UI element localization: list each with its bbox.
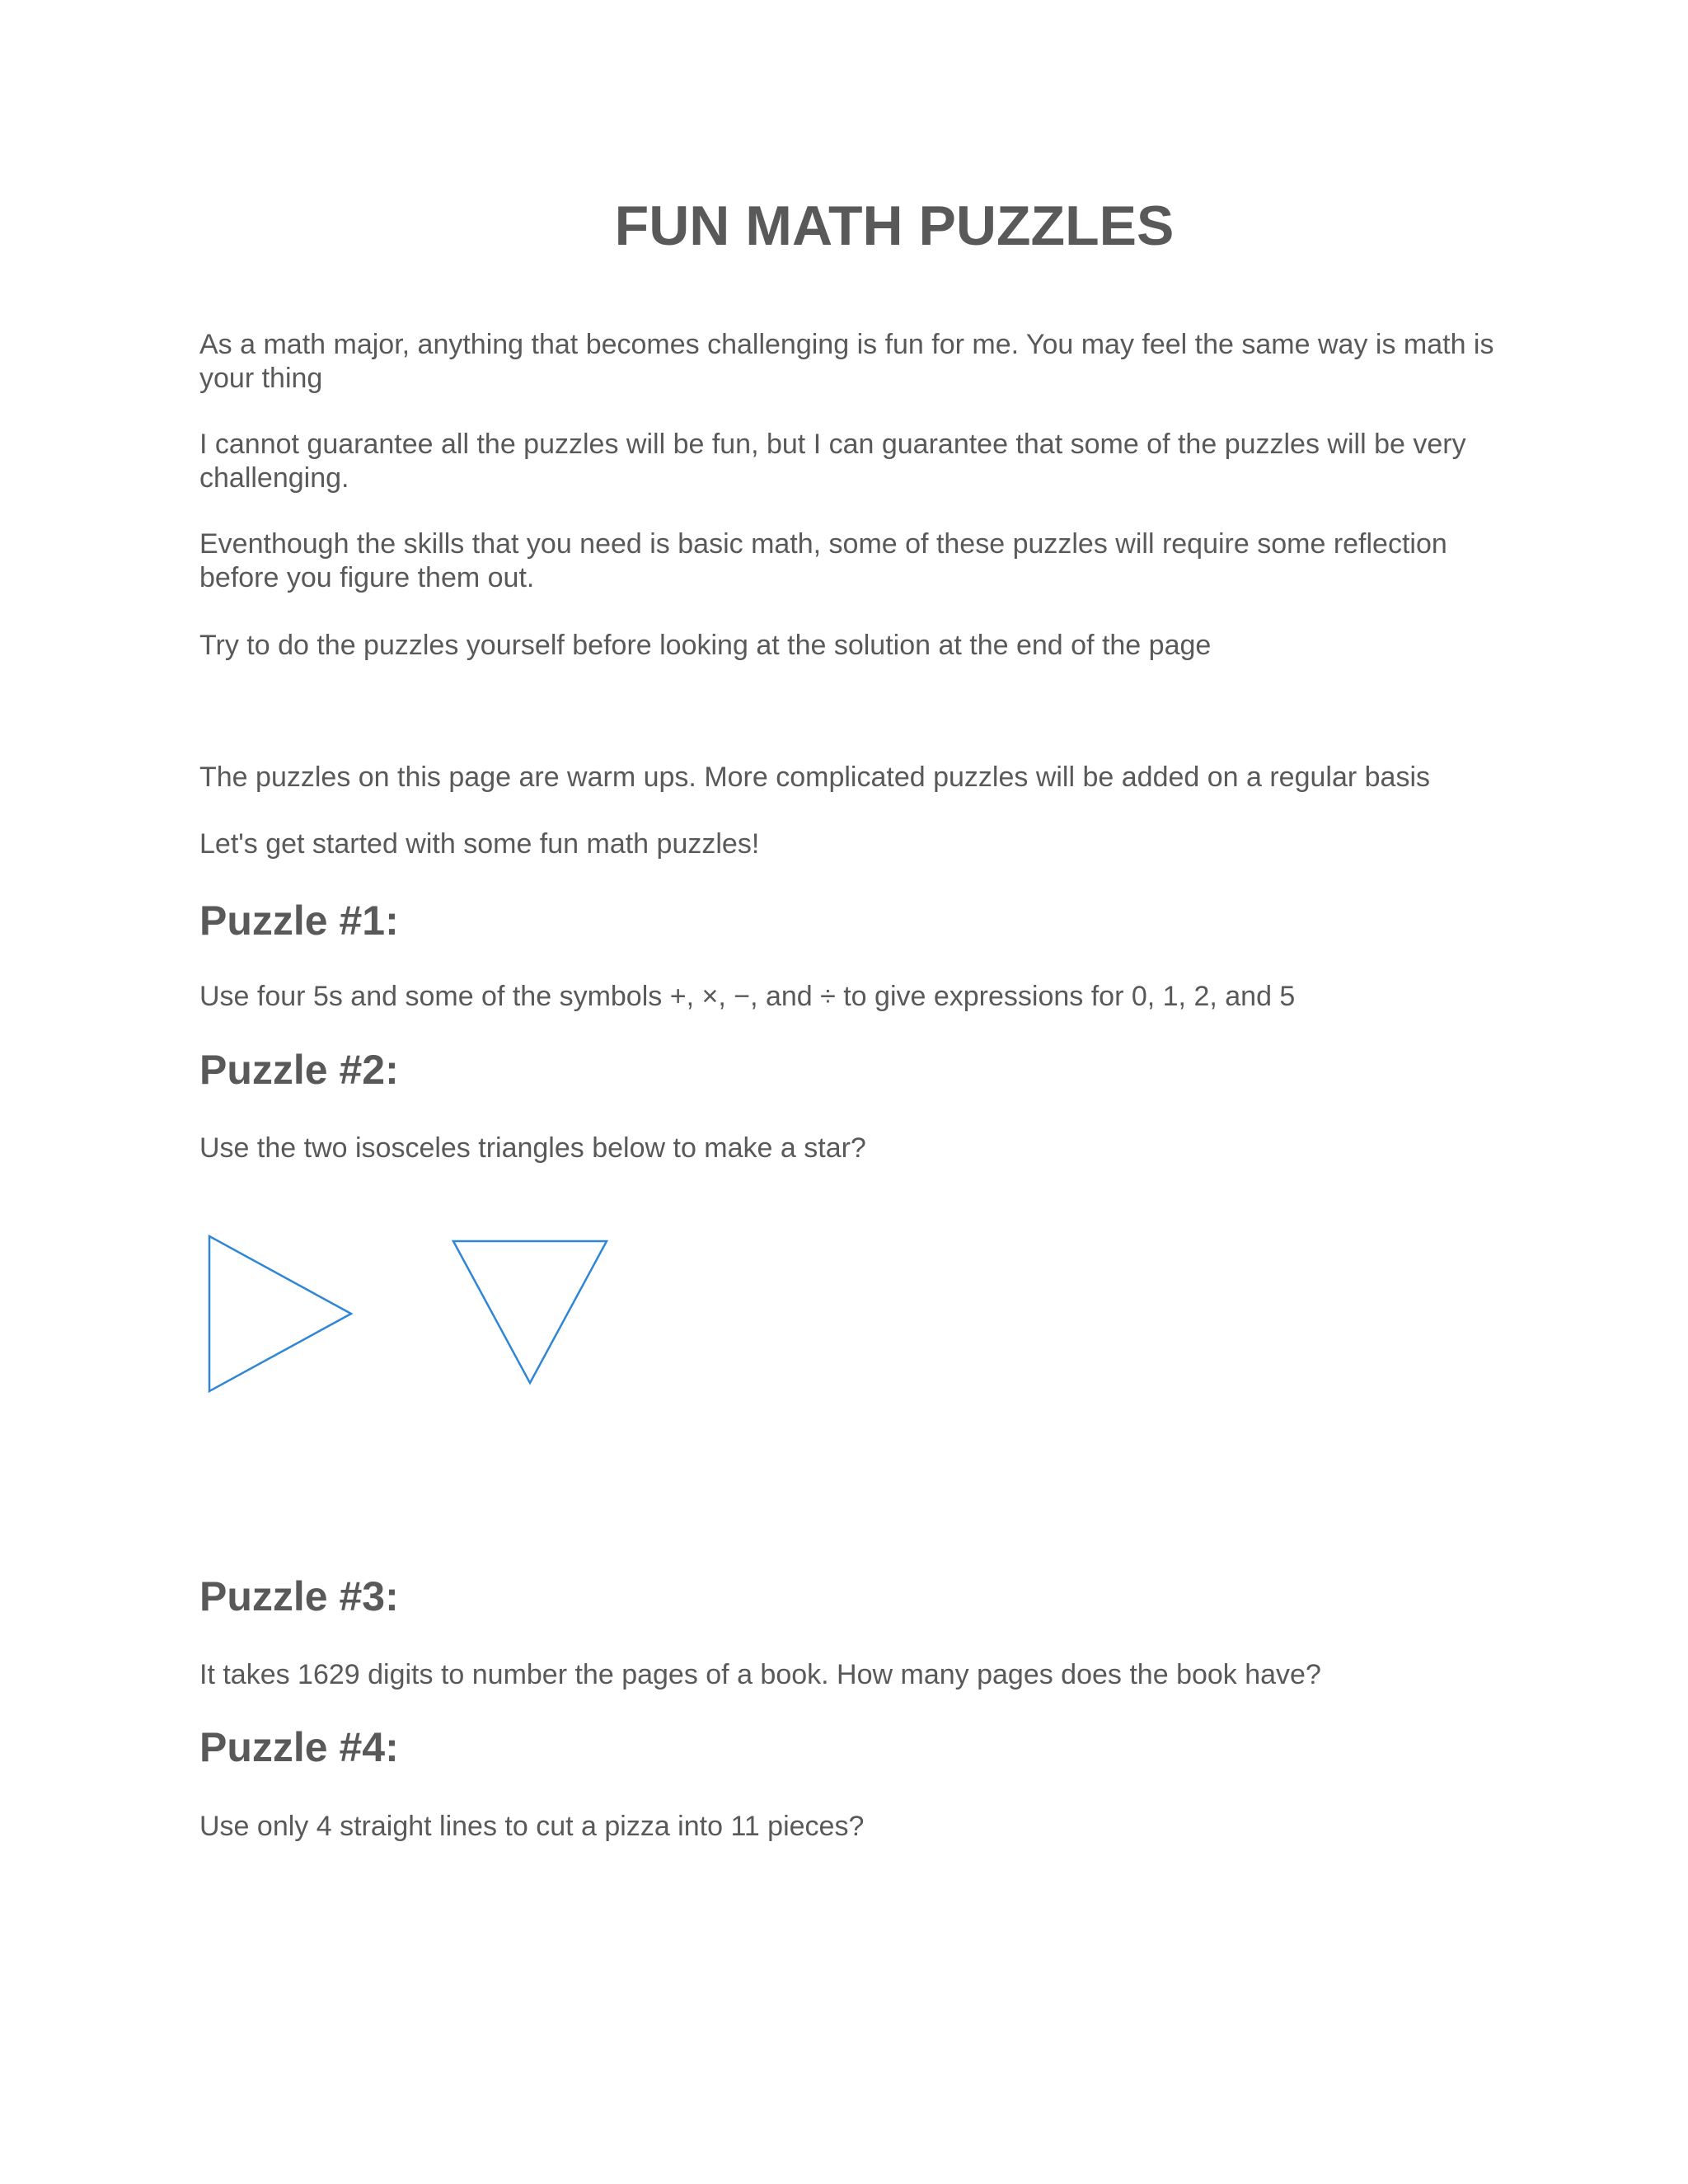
puzzle-4-text: Use only 4 straight lines to cut a pizza into 11 pieces?: [199, 1811, 865, 1842]
intro-paragraph-2: I cannot guarantee all the puzzles will be fun, but I can guarantee that some of the puzzles will be very challenging.: [199, 429, 1466, 494]
puzzle-4-heading: Puzzle #4:: [199, 1724, 399, 1770]
page-title: FUN MATH PUZZLES: [614, 194, 1175, 257]
puzzle-2-heading: Puzzle #2:: [199, 1047, 399, 1093]
right-pointing-triangle: [209, 1236, 351, 1391]
puzzle-1-heading: Puzzle #1:: [199, 898, 399, 944]
intro-paragraph-3: Eventhough the skills that you need is basic math, some of these puzzles will require some reflection before you figure them out.: [199, 528, 1447, 593]
intro-paragraph-4: Try to do the puzzles yourself before looking at the solution at the end of the page: [199, 630, 1212, 661]
puzzle-2-text: Use the two isosceles triangles below to make a star?: [199, 1132, 866, 1164]
down-pointing-triangle: [453, 1241, 607, 1383]
puzzle-1-text: Use four 5s and some of the symbols +, ×, −, and ÷ to give expressions for 0, 1, 2, and 5: [199, 981, 1296, 1012]
puzzle-3-heading: Puzzle #3:: [199, 1573, 399, 1619]
intro-paragraph-6: Let's get started with some fun math puzzles!: [199, 828, 760, 860]
puzzle-3-text: It takes 1629 digits to number the pages of a book. How many pages does the book have?: [199, 1659, 1321, 1690]
isosceles-triangles-figure: [198, 1220, 626, 1401]
intro-paragraph-1: As a math major, anything that becomes challenging is fun for me. You may feel the same way is math is your thing: [199, 329, 1494, 394]
intro-paragraph-5: The puzzles on this page are warm ups. More complicated puzzles will be added on a regular basis: [199, 762, 1431, 793]
